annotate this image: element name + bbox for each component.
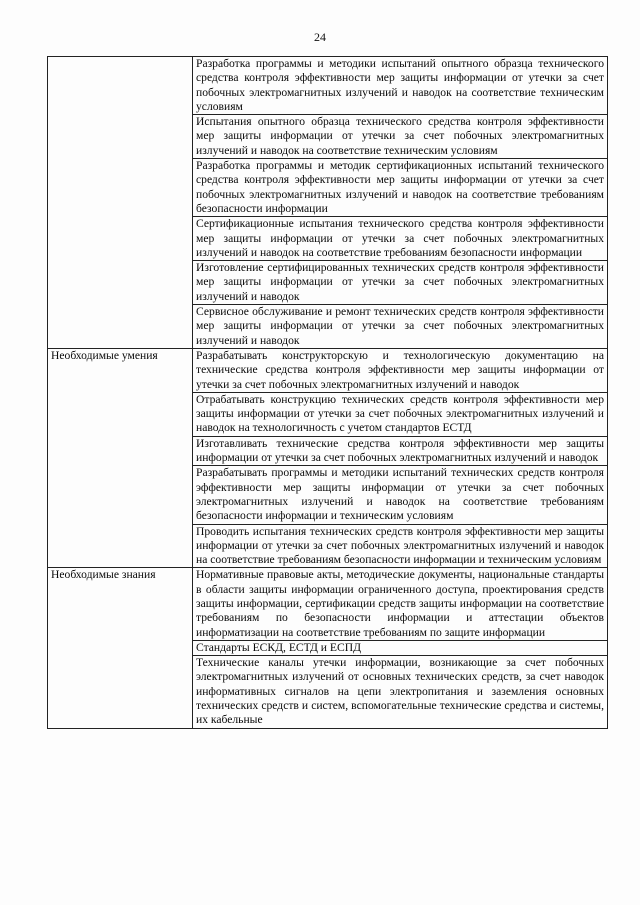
page-number: 24 (314, 30, 326, 44)
table-cell: Проводить испытания технических средств контроля эффективности мер защиты информации от утечки за счет побочных электромагнитных излучений и наводок на соответствие требованиям безопасности информации и техническим условиям (193, 524, 608, 568)
table-cell: Отрабатывать конструкцию технических средств контроля эффективности мер защиты информации от утечки за счет побочных электромагнитных излучений и наводок на технологичность с учетом стандартов ЕСТД (193, 392, 608, 436)
table-cell: Технические каналы утечки информации, возникающие за счет побочных электромагнитных излучений от основных технических средств, за счет наводок информативных сигналов на цепи электропитания и заземления основных технических средств и систем, вспомогательные технические средства и системы, их кабельные (193, 656, 608, 728)
row-label-knowledge: Необходимые знания (48, 568, 193, 728)
table-cell: Сервисное обслуживание и ремонт технических средств контроля эффективности мер защиты информации от утечки за счет побочных электромагнитных излучений и наводок (193, 305, 608, 349)
table-row (48, 57, 608, 115)
row-label (48, 57, 193, 349)
table-row (48, 568, 608, 640)
table-cell: Разработка программы и методик сертификационных испытаний технического средства контроля эффективности мер защиты информации от утечки за счет побочных электромагнитных излучений и наводок на соответствие требованиям безопасности информации (193, 159, 608, 217)
table-cell: Стандарты ЕСКД, ЕСТД и ЕСПД (193, 640, 608, 655)
table-cell: Разрабатывать программы и методики испытаний технических средств контроля эффективности мер защиты информации от утечки за счет побочных электромагнитных излучений и наводок на соответствие требованиям безопасности информации и техническим условиям (193, 466, 608, 524)
table-cell: Испытания опытного образца технического средства контроля эффективности мер защиты информации от утечки за счет побочных электромагнитных излучений и наводок на соответствие техническим условиям (193, 115, 608, 159)
table-cell: Нормативные правовые акты, методические документы, национальные стандарты в области защиты информации ограниченного доступа, проектирования средств защиты информации, сертификации средств защиты информации на соответствие требованиям по безопасности информации и аттестации объектов информатизации на соответствие требованиям по защите информации (193, 568, 608, 640)
table-cell: Изготавливать технические средства контроля эффективности мер защиты информации от утечки за счет побочных электромагнитных излучений и наводок (193, 436, 608, 466)
table-cell: Разработка программы и методики испытаний опытного образца технического средства контроля эффективности мер защиты информации от утечки за счет побочных электромагнитных излучений и наводок на соответствие техническим условиям (193, 57, 608, 115)
table-cell: Разрабатывать конструкторскую и технологическую документацию на технические средства контроля эффективности мер защиты информации от утечки за счет побочных электромагнитных излучений и наводок (193, 348, 608, 392)
table-cell: Сертификационные испытания технического средства контроля эффективности мер защиты информации от утечки за счет побочных электромагнитных излучений и наводок на соответствие требованиям безопасности информации (193, 217, 608, 261)
requirements-table (47, 56, 608, 729)
table-cell: Изготовление сертифицированных технических средств контроля эффективности мер защиты информации от утечки за счет побочных электромагнитных излучений и наводок (193, 261, 608, 305)
row-label-skills: Необходимые умения (48, 348, 193, 567)
table-row (48, 348, 608, 392)
